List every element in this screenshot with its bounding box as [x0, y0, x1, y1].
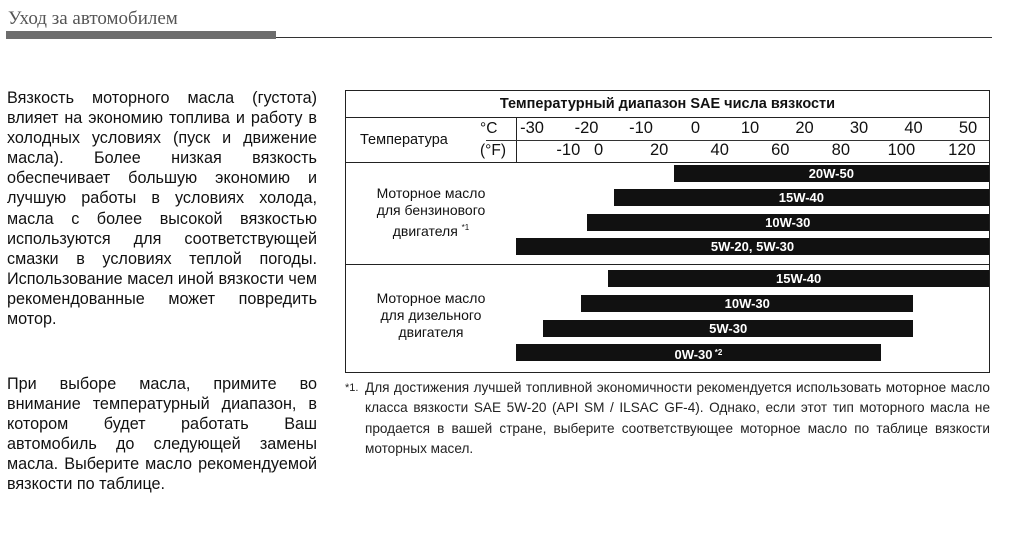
viscosity-bar: [516, 238, 989, 255]
viscosity-bar-label: 15W-40: [776, 271, 822, 286]
viscosity-bar: [614, 189, 989, 206]
tick-fahrenheit: 60: [771, 141, 790, 159]
intro-paragraph-2: При выборе масла, примите во внимание температурный диапазон, в котором будет работать Ваш автомобиль до следующей замены масла. Выберите масло рекомендуемой вязкости по таблице.: [7, 375, 317, 494]
tick-celsius: 10: [740, 119, 760, 137]
viscosity-bar: [674, 165, 989, 182]
tick-fahrenheit: 20: [649, 141, 669, 159]
tick-celsius: -30: [520, 119, 544, 137]
footnote-mark: *1.: [345, 382, 359, 394]
footnote: [345, 378, 990, 460]
tick-fahrenheit: 40: [710, 141, 729, 159]
tick-fahrenheit: 0: [594, 141, 604, 159]
viscosity-bar-label: 10W-30: [765, 215, 811, 230]
tick-fahrenheit: 120: [948, 141, 976, 159]
group-label-gasoline: [346, 185, 516, 240]
footnote-mark: *2: [712, 348, 723, 357]
header-bar: [6, 31, 276, 39]
viscosity-bar: [608, 270, 989, 287]
intro-paragraph-1: Вязкость моторного масла (густота) влияет на экономию топлива и работу в холодных условиях (пуск и движение масла). Более низкая вязкость обеспечивает большую экономию и лучшую работы в условиях холода, масла с более высокой вязкостью используются для соответствующей смазки в условиях теплой погоды. Использование масел иной вязкости чем рекомендованные может повредить мотор.: [7, 89, 317, 329]
temperature-label: Температура: [360, 132, 448, 148]
section-title: Уход за автомобилем: [8, 8, 178, 29]
group-label-line: Моторное масло: [376, 290, 486, 306]
group-label-line: Моторное масло: [376, 185, 486, 201]
viscosity-bar-label: 0W-30: [674, 347, 713, 362]
tick-fahrenheit: 80: [831, 141, 851, 159]
footnote-mark: *1: [461, 223, 470, 232]
group-label-line: двигателя: [398, 324, 464, 340]
viscosity-table: [345, 90, 990, 373]
tick-fahrenheit: 100: [887, 141, 916, 159]
tick-fahrenheit: -10: [556, 141, 581, 159]
viscosity-bar-label: 10W-30: [724, 296, 770, 311]
viscosity-bar-label: 5W-30: [709, 321, 748, 336]
row-divider: [346, 162, 989, 163]
row-divider: [346, 264, 989, 265]
header-rule: [276, 37, 992, 38]
tick-celsius: 30: [849, 119, 869, 137]
viscosity-bar-label: 15W-40: [778, 190, 824, 205]
unit-celsius: °C: [480, 120, 498, 137]
viscosity-bar: [516, 344, 881, 361]
footnote-text: Для достижения лучшей топливной экономичности рекомендуется использовать моторное масло класса вязкости SAE 5W-20 (API SM / ILSAC GF-4). Однако, если этот тип моторного масла не продается в вашей стране, выберите соответствующее моторное масло по таблице вязкости моторных масел.: [365, 380, 990, 457]
viscosity-bar-label: 5W-20, 5W-30: [710, 239, 795, 254]
tick-celsius: -10: [629, 119, 653, 137]
viscosity-bar-label: 20W-50: [808, 166, 854, 181]
tick-celsius: -20: [574, 119, 599, 137]
group-label-diesel: [346, 290, 516, 341]
table-title: Температурный диапазон SAE числа вязкости: [346, 91, 989, 118]
unit-fahrenheit: (°F): [480, 142, 506, 159]
group-label-line: двигателя $^{*1}$: [392, 223, 470, 239]
tick-celsius: 50: [958, 119, 978, 137]
viscosity-bar: [543, 320, 914, 337]
tick-celsius: 20: [795, 119, 814, 137]
viscosity-bar: [587, 214, 990, 231]
viscosity-bar: [581, 295, 913, 312]
group-label-line: для бензинового: [376, 202, 486, 218]
tick-celsius: 0: [690, 119, 701, 137]
tick-celsius: 40: [904, 119, 923, 137]
group-label-line: для дизельного: [380, 307, 482, 323]
